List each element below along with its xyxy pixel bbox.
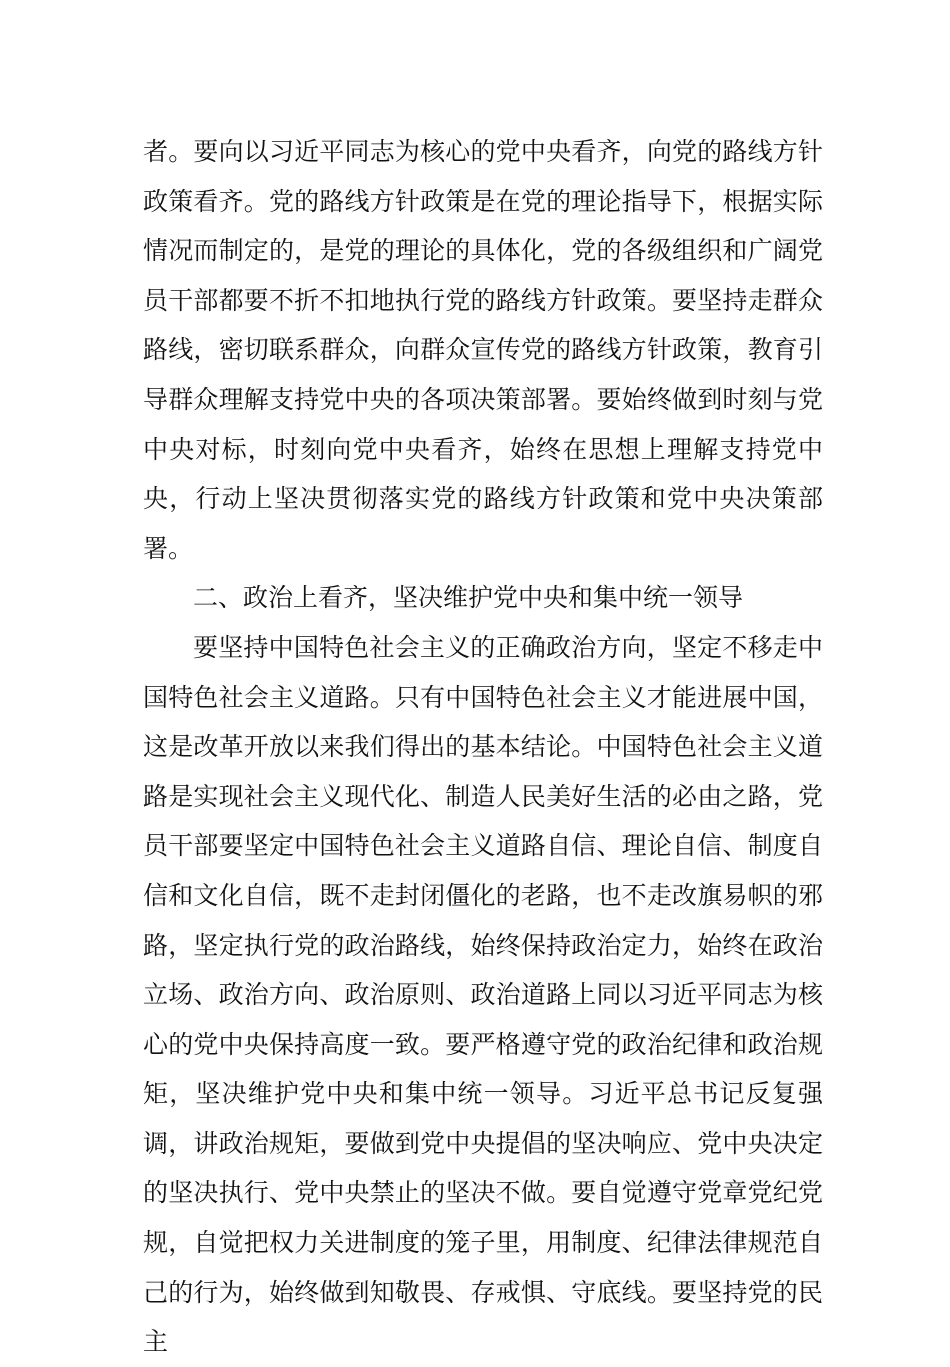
paragraph-continuation: 者。要向以习近平同志为核心的党中央看齐，向党的路线方针政策看齐。党的路线方针政策是在党的理论指导下，根据实际情况而制定的，是党的理论的具体化，党的各级组织和广阔党员干部都要不折不扣地执行党的路线方针政策。要坚持走群众路线，密切联系群众，向群众宣传党的路线方针政策，教育引导群众理解支持党中央的各项决策部署。要始终做到时刻与党中央对标，时刻向党中央看齐，始终在思想上理解支持党中央，行动上坚决贯彻落实党的路线方针政策和党中央决策部署。: [143, 137, 823, 563]
document-body: [143, 127, 823, 1367]
section-heading: 二、政治上看齐，坚决维护党中央和集中统一领导: [193, 583, 744, 613]
paragraph-body: 要坚持中国特色社会主义的正确政治方向，坚定不移走中国特色社会主义道路。只有中国特色社会主义才能进展中国，这是改革开放以来我们得出的基本结论。中国特色社会主义道路是实现社会主义现代化、制造人民美好生活的必由之路，党员干部要坚定中国特色社会主义道路自信、理论自信、制度自信和文化自信，既不走封闭僵化的老路，也不走改旗易帜的邪路，坚定执行党的政治路线，始终保持政治定力，始终在政治立场、政治方向、政治原则、政治道路上同以习近平同志为核心的党中央保持高度一致。要严格遵守党的政治纪律和政治规矩，坚决维护党中央和集中统一领导。习近平总书记反复强调，讲政治规矩，要做到党中央提倡的坚决响应、党中央决定的坚决执行、党中央禁止的坚决不做。要自觉遵守党章党纪党规，自觉把权力关进制度的笼子里，用制度、纪律法律规范自己的行为，始终做到知敬畏、存戒惧、守底线。要坚持党的民主: [143, 632, 823, 1357]
